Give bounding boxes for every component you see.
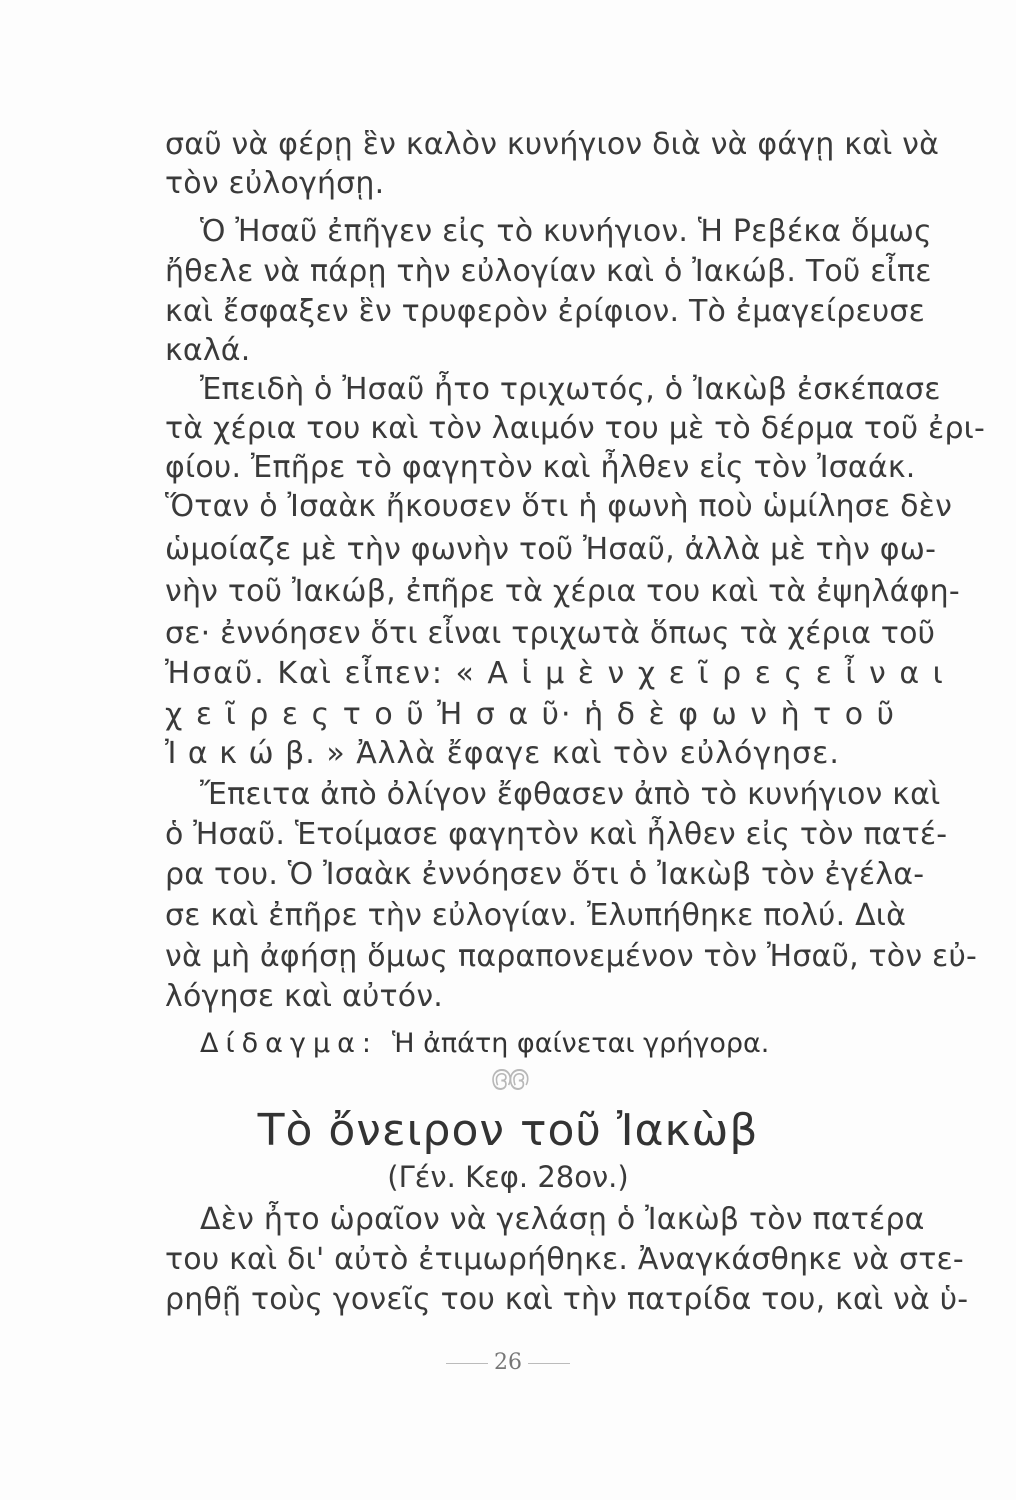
- lesson-text: Ἡ ἀπάτη φαίνεται γρήγορα.: [391, 1028, 770, 1059]
- text-line: Ἐπειδὴ ὁ Ἠσαῦ ἦτο τριχωτός, ὁ Ἰακὼβ ἐσκέπασε: [200, 372, 941, 407]
- text-line: ρηθῇ τοὺς γονεῖς του καὶ τὴν πατρίδα του, καὶ νὰ ὑ-: [165, 1282, 969, 1317]
- text-line: Δὲν ἦτο ὡραῖον νὰ γελάσῃ ὁ Ἰακὼβ τὸν πατέρα: [200, 1202, 925, 1237]
- lesson-label: Δίδαγμα:: [200, 1028, 378, 1059]
- text-line: ἤθελε νὰ πάρῃ τὴν εὐλογίαν καὶ ὁ Ἰακώβ. Τοῦ εἶπε: [165, 254, 932, 289]
- dash-right: [528, 1363, 570, 1364]
- chapter-reference: (Γέν. Κεφ. 28ον.): [387, 1160, 629, 1194]
- text-line: νὴν τοῦ Ἰακώβ, ἐπῆρε τὰ χέρια του καὶ τὰ ἐψηλάφη-: [165, 574, 960, 609]
- text-line: ρα του. Ὁ Ἰσαὰκ ἐννόησεν ὅτι ὁ Ἰακὼβ τὸν ἐγέλα-: [165, 857, 925, 892]
- page-number-value: 26: [494, 1350, 522, 1375]
- text-line: σε· ἐννόησεν ὅτι εἶναι τριχωτὰ ὅπως τὰ χέρια τοῦ: [165, 616, 936, 651]
- text-line: Ἠσαῦ. Καὶ εἶπεν: « Α ἱ μ ὲ ν χ ε ῖ ρ ε ς ε ἶ ν α ι: [165, 656, 945, 691]
- text-line: σε καὶ ἐπῆρε τὴν εὐλογίαν. Ἐλυπήθηκε πολύ. Διὰ: [165, 898, 907, 933]
- chapter-title: Τὸ ὄνειρον τοῦ Ἰακὼβ: [257, 1105, 759, 1156]
- text-line: νὰ μὴ ἀφήσῃ ὅμως παραπονεμένον τὸν Ἠσαῦ, τὸν εὐ-: [165, 939, 978, 974]
- text-line: σαῦ νὰ φέρῃ ἓν καλὸν κυνήγιον διὰ νὰ φάγῃ καὶ νὰ: [165, 127, 940, 162]
- text-line: Ἔπειτα ἀπὸ ὀλίγον ἔφθασεν ἀπὸ τὸ κυνήγιον καὶ: [200, 777, 941, 812]
- text-line: λόγησε καὶ αὐτόν.: [165, 979, 444, 1014]
- text-line: τὰ χέρια του καὶ τὸν λαιμόν του μὲ τὸ δέρμα τοῦ ἐρι-: [165, 411, 986, 446]
- text-line: ὁ Ἠσαῦ. Ἑτοίμασε φαγητὸν καὶ ἦλθεν εἰς τὸν πατέ-: [165, 817, 948, 852]
- ornament-divider: ൫൫: [490, 1066, 526, 1091]
- lesson: [200, 1028, 900, 1060]
- text-line: Ὁ Ἠσαῦ ἐπῆγεν εἰς τὸ κυνήγιον. Ἡ Ρεβέκα ὅμως: [200, 214, 932, 249]
- text-line: καλά.: [165, 333, 251, 368]
- text-line: Ἰ α κ ώ β. » Ἀλλὰ ἔφαγε καὶ τὸν εὐλόγησε.: [165, 736, 840, 771]
- text-line: φίου. Ἐπῆρε τὸ φαγητὸν καὶ ἦλθεν εἰς τὸν Ἰσαάκ.: [165, 450, 916, 485]
- text-line: Ὅταν ὁ Ἰσαὰκ ἤκουσεν ὅτι ἡ φωνὴ ποὺ ὡμίλησε δὲν: [165, 489, 953, 524]
- text-line: ὡμοίαζε μὲ τὴν φωνὴν τοῦ Ἠσαῦ, ἀλλὰ μὲ τὴν φω-: [165, 532, 937, 567]
- text-line: χ ε ῖ ρ ε ς τ ο ῦ Ἠ σ α ῦ· ἡ δ ὲ φ ω ν ὴ τ ο ῦ: [165, 697, 896, 732]
- dash-left: [446, 1363, 488, 1364]
- page-number: [0, 1350, 1016, 1375]
- text-line: του καὶ δι' αὐτὸ ἐτιμωρήθηκε. Ἀναγκάσθηκε νὰ στε-: [165, 1242, 964, 1277]
- text-line: καὶ ἔσφαξεν ἓν τρυφερὸν ἐρίφιον. Τὸ ἐμαγείρευσε: [165, 294, 926, 329]
- text-line: τὸν εὐλογήσῃ.: [165, 166, 385, 201]
